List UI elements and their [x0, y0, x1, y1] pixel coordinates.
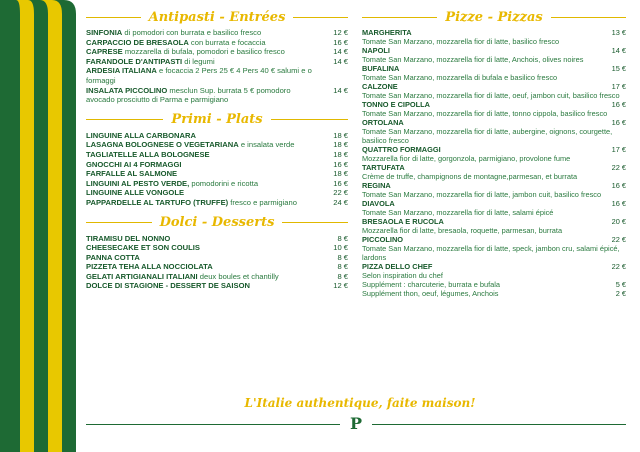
- item-price: 14 €: [333, 56, 348, 66]
- pizza-name: ORTOLANA: [362, 118, 404, 127]
- pizza-item: [362, 235, 626, 262]
- pizza-name: TONNO E CIPOLLA: [362, 100, 431, 109]
- pizza-price: 20 €: [611, 217, 626, 226]
- menu-item: [86, 234, 348, 244]
- pizza-price: 15 €: [611, 64, 626, 73]
- item-price: 18 €: [333, 169, 348, 179]
- item-name: PAPPARDELLE AL TARTUFO (TRUFFE): [86, 197, 229, 207]
- pizza-name: NAPOLI: [362, 46, 390, 55]
- dolci-header: [86, 214, 348, 232]
- item-price: 10 €: [333, 243, 348, 253]
- pizza-price: 17 €: [611, 145, 626, 154]
- menu-item: [86, 179, 348, 189]
- item-price: 16 €: [333, 178, 348, 188]
- menu-item: [86, 150, 348, 160]
- pizze-list: [362, 28, 626, 280]
- pizza-description: Tomate San Marzano, mozzarella fior di latte, speck, jambon cru, salami épicé, lardons: [362, 244, 620, 262]
- pizza-price: 16 €: [611, 199, 626, 208]
- item-name: TIRAMISU DEL NONNO: [86, 233, 171, 243]
- pizza-item: [362, 163, 626, 181]
- item-name: ARDESIA ITALIANA: [86, 66, 157, 76]
- left-column: [86, 8, 348, 291]
- pizza-row: [362, 235, 626, 244]
- menu-item: [86, 243, 348, 253]
- pizza-description: Tomate San Marzano, mozzarella fior di latte, tonno cippola, basilico fresco: [362, 109, 608, 118]
- pizza-description: Tomate San Marzano, mozzarella fior di latte, jambon cuit, basilico fresco: [362, 190, 602, 199]
- item-price: 12 €: [333, 28, 348, 37]
- menu-item: [86, 47, 348, 57]
- menu-item: [86, 160, 348, 170]
- item-price: 8 €: [337, 262, 348, 272]
- item-description: con burrata e focaccia: [188, 37, 266, 47]
- item-description: mesclun Sup. burrata 5 € pomodoro avocado prosciutto di Parma e parmigiano: [86, 85, 291, 105]
- item-price: 18 €: [333, 140, 348, 150]
- tagline: L'Italie authentique, faite maison!: [244, 396, 476, 410]
- pizza-price: 22 €: [611, 235, 626, 244]
- supplement-item: [362, 289, 626, 298]
- footer-divider-left: [86, 424, 340, 425]
- pizza-row: [362, 118, 626, 127]
- item-description: di pomodori con burrata e basilico fresco: [122, 28, 262, 37]
- supplement-row: [362, 280, 626, 289]
- pizza-price: 16 €: [611, 100, 626, 109]
- item-name: DOLCE DI STAGIONE - DESSERT DE SAISON: [86, 281, 250, 291]
- supplement-price: 2 €: [615, 289, 626, 298]
- item-price: 14 €: [333, 47, 348, 57]
- pizza-name: CALZONE: [362, 82, 398, 91]
- item-price: 22 €: [333, 188, 348, 198]
- pizza-row: [362, 199, 626, 208]
- dolci-list: [86, 234, 348, 292]
- menu-item: [86, 198, 348, 208]
- item-name: GNOCCHI AI 4 FORMAGGI: [86, 159, 182, 169]
- menu-item: [86, 272, 348, 282]
- pizza-item: [362, 100, 626, 118]
- item-name: CARPACCIO DE BRESAOLA: [86, 37, 189, 47]
- item-name: CHEESECAKE ET SON COULIS: [86, 243, 200, 253]
- pizza-row: [362, 181, 626, 190]
- pizza-name: MARGHERITA: [362, 28, 412, 37]
- pizza-item: [362, 118, 626, 145]
- pizza-description: Tomate San Marzano, mozzarella fior di latte, Anchois, olives noires: [362, 55, 584, 64]
- pizza-description: Tomate San Marzano, mozzarella di bufala e basilico fresco: [362, 73, 558, 82]
- supplement-label: Supplément thon, oeuf, légumes, Anchois: [362, 289, 499, 298]
- primi-title: Primi - Plats: [171, 112, 263, 128]
- pizza-name: TARTUFATA: [362, 163, 405, 172]
- item-price: 14 €: [333, 85, 348, 95]
- menu-item: [86, 262, 348, 272]
- item-name: SINFONIA: [86, 28, 123, 37]
- item-description: e insalata verde: [238, 140, 295, 150]
- pizza-name: DIAVOLA: [362, 199, 395, 208]
- pizza-item: [362, 145, 626, 163]
- pizza-price: 17 €: [611, 82, 626, 91]
- item-name: TAGLIATELLE ALLA BOLOGNESE: [86, 149, 210, 159]
- pizza-price: 22 €: [611, 262, 626, 271]
- pizza-price: 16 €: [611, 181, 626, 190]
- pizza-item: [362, 199, 626, 217]
- pizza-name: BUFALINA: [362, 64, 400, 73]
- menu-item: [86, 253, 348, 263]
- pizza-description: Selon inspiration du chef: [362, 271, 443, 280]
- pizza-row: [362, 28, 626, 37]
- pizza-name: PICCOLINO: [362, 235, 404, 244]
- item-description: fresco e parmigiano: [228, 197, 297, 207]
- pizza-row: [362, 145, 626, 154]
- pizza-price: 14 €: [611, 46, 626, 55]
- pizza-item: [362, 217, 626, 235]
- menu-item: [86, 66, 348, 85]
- item-price: 8 €: [337, 271, 348, 281]
- item-price: 16 €: [333, 37, 348, 47]
- pizza-item: [362, 64, 626, 82]
- pizza-name: PIZZA DELLO CHEF: [362, 262, 433, 271]
- menu-item: [86, 281, 348, 291]
- item-name: FARFALLE AL SALMONE: [86, 169, 178, 179]
- item-name: LINGUINE ALLE VONGOLE: [86, 188, 185, 198]
- pizza-item: [362, 262, 626, 280]
- supplement-price: 5 €: [615, 280, 626, 289]
- item-description: pomodorini e ricotta: [189, 178, 259, 188]
- item-price: 18 €: [333, 130, 348, 140]
- pizza-row: [362, 163, 626, 172]
- primi-header: [86, 111, 348, 129]
- item-name: INSALATA PICCOLINO: [86, 85, 168, 95]
- pizze-header: [362, 8, 626, 26]
- item-name: LASAGNA BOLOGNESE O VEGETARIANA: [86, 140, 239, 150]
- supplement-row: [362, 289, 626, 298]
- pizza-row: [362, 217, 626, 226]
- supplement-label: Supplément : charcuterie, burrata e bufala: [362, 280, 501, 289]
- pizza-row: [362, 82, 626, 91]
- pizza-price: 22 €: [611, 163, 626, 172]
- item-price: 24 €: [333, 197, 348, 207]
- pizza-description: Tomate San Marzano, mozzarella fior di latte, basilico fresco: [362, 37, 560, 46]
- item-name: FARANDOLE D'ANTIPASTI: [86, 56, 183, 66]
- primi-list: [86, 131, 348, 208]
- antipasti-title: Antipasti - Entrées: [148, 9, 286, 25]
- item-description: deux boules et chantilly: [197, 271, 279, 281]
- pizzeria-logo-icon: [346, 414, 366, 434]
- right-column: [362, 8, 626, 298]
- item-name: LINGUINI AL PESTO VERDE,: [86, 178, 190, 188]
- item-price: 8 €: [337, 233, 348, 243]
- antipasti-list: [86, 28, 348, 105]
- pizza-name: BRESAOLA E RUCOLA: [362, 217, 444, 226]
- antipasti-header: [86, 8, 348, 26]
- item-name: CAPRESE: [86, 47, 123, 57]
- menu-item: [86, 131, 348, 141]
- pizza-description: Tomate San Marzano, mozzarella fior di latte, salami épicé: [362, 208, 554, 217]
- pizza-item: [362, 28, 626, 46]
- supplements-list: [362, 280, 626, 298]
- menu-item: [86, 38, 348, 48]
- pizza-description: Tomate San Marzano, mozzarella fior di latte, oeuf, jambon cuit, basilico fresco: [362, 91, 620, 100]
- pizza-row: [362, 46, 626, 55]
- menu-item: [86, 169, 348, 179]
- footer-divider-right: [372, 424, 626, 425]
- item-description: di legumi: [182, 56, 215, 66]
- item-name: GELATI ARTIGIANALI ITALIANI: [86, 271, 198, 281]
- logo-letter: P: [349, 414, 363, 433]
- item-price: 8 €: [337, 252, 348, 262]
- menu-item: [86, 140, 348, 150]
- item-description: e focaccia 2 Pers 25 € 4 Pers 40 € salumi e o formaggi: [86, 66, 312, 85]
- pizza-row: [362, 262, 626, 271]
- pizza-name: QUATTRO FORMAGGI: [362, 145, 441, 154]
- menu-item: [86, 57, 348, 67]
- pizza-name: REGINA: [362, 181, 391, 190]
- pizza-description: Mozzarella fior di latte, gorgonzola, parmigiano, provolone fume: [362, 154, 571, 163]
- pizze-title: Pizze - Pizzas: [445, 9, 543, 25]
- menu-item: [86, 28, 348, 38]
- pizza-item: [362, 82, 626, 100]
- item-description: mozzarella di bufala, pomodori e basilico fresco: [122, 47, 285, 57]
- menu-item: [86, 188, 348, 198]
- item-name: LINGUINE ALLA CARBONARA: [86, 130, 196, 140]
- dolci-title: Dolci - Desserts: [159, 215, 275, 230]
- supplement-item: [362, 280, 626, 289]
- item-price: 18 €: [333, 149, 348, 159]
- pizza-price: 16 €: [611, 118, 626, 127]
- item-price: 16 €: [333, 159, 348, 169]
- pizza-description: Crème de truffe, champignons de montagne,parmesan, et burrata: [362, 172, 578, 181]
- item-price: 12 €: [333, 281, 348, 291]
- decorative-stripes: [0, 0, 76, 452]
- pizza-item: [362, 181, 626, 199]
- pizza-item: [362, 46, 626, 64]
- pizza-price: 13 €: [611, 28, 626, 37]
- pizza-description: Mozzarella fior di latte, bresaola, roquette, parmesan, burrata: [362, 226, 563, 235]
- pizza-description: Tomate San Marzano, mozzarella fior di latte, aubergine, oignons, courgette, basilico fresco: [362, 127, 613, 145]
- item-name: PIZZETA TEHA ALLA NOCCIOLATA: [86, 262, 213, 272]
- pizza-row: [362, 64, 626, 73]
- pizza-row: [362, 100, 626, 109]
- item-name: PANNA COTTA: [86, 252, 140, 262]
- menu-item: [86, 86, 348, 105]
